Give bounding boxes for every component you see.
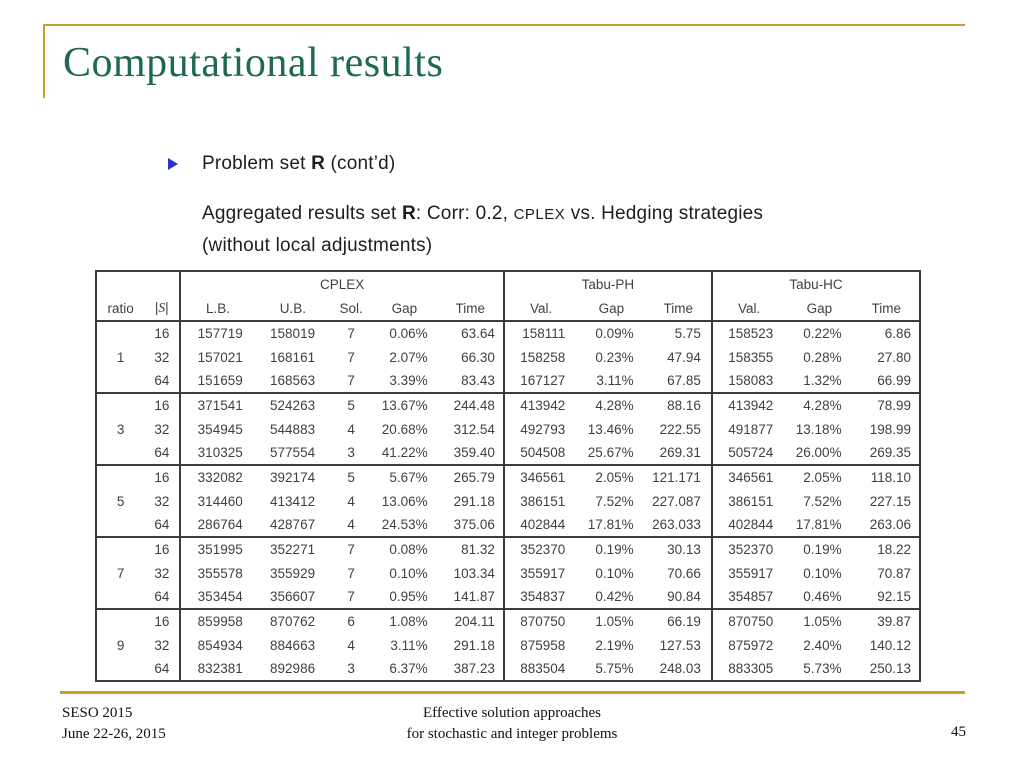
ratio-cell: 5 <box>96 465 144 537</box>
results-table-wrap <box>95 270 921 682</box>
value-cell: 354945 <box>197 421 243 437</box>
value-cell: 352370 <box>712 537 785 561</box>
value-cell: 870750 <box>504 609 577 633</box>
value-cell: 859958 <box>180 609 254 633</box>
value-cell: 32 <box>144 561 180 585</box>
value-cell: 158111 <box>522 326 566 341</box>
value-cell: 883305 <box>728 661 774 676</box>
value-cell: 39.87 <box>854 609 920 633</box>
value-cell: 291.18 <box>438 489 504 513</box>
value-cell: 244.48 <box>438 393 504 417</box>
footer-talk-title-line2: for stochastic and integer problems <box>406 726 618 742</box>
value-cell: 16 <box>144 321 180 345</box>
value-cell: 7.52% <box>803 493 842 509</box>
table-row <box>96 537 920 561</box>
value-cell: 286764 <box>197 517 243 532</box>
table-row <box>96 417 920 441</box>
value-cell: 64 <box>144 657 180 681</box>
value-cell: 66.99 <box>877 373 911 388</box>
value-cell: 310325 <box>197 445 243 460</box>
value-cell: 413942 <box>504 393 577 417</box>
value-cell: 352370 <box>504 537 577 561</box>
column-group-header-cplex: CPLEX <box>180 271 504 296</box>
value-cell: 428767 <box>270 517 316 532</box>
s-open: | <box>154 300 159 315</box>
page-title: Computational results <box>63 40 444 86</box>
value-cell: 0.23% <box>595 349 634 365</box>
value-cell: 3 <box>347 445 355 460</box>
value-cell: 875958 <box>520 637 566 653</box>
value-cell: 6 <box>331 609 371 633</box>
value-cell: 1.08% <box>371 609 437 633</box>
footer-divider <box>60 691 965 694</box>
value-cell: 0.09% <box>595 326 634 341</box>
table-row <box>96 321 920 345</box>
value-cell: 158019 <box>270 326 316 341</box>
value-cell: 83.43 <box>438 369 504 393</box>
value-cell: 151659 <box>197 373 243 388</box>
value-cell: 3.39% <box>389 373 428 388</box>
value-cell: 870750 <box>712 609 785 633</box>
value-cell: 0.06% <box>389 326 428 341</box>
value-cell: 491877 <box>728 421 774 437</box>
value-cell: 0.08% <box>371 537 437 561</box>
value-cell: 13.18% <box>795 421 842 437</box>
column-group-header-tabu-hc: Tabu-HC <box>789 276 843 292</box>
subtitle-part1: Aggregated results set <box>202 203 402 224</box>
value-cell: 5.67% <box>371 465 437 489</box>
value-cell: 7 <box>347 326 355 341</box>
value-cell: 3.11% <box>596 373 634 388</box>
value-cell: 353454 <box>197 589 243 604</box>
empty-header-cell <box>96 271 180 296</box>
table-row <box>96 393 920 417</box>
value-cell: 64 <box>144 513 180 537</box>
value-cell: 356607 <box>270 589 316 604</box>
value-cell: 92.15 <box>877 589 911 604</box>
value-cell: 1.32% <box>803 373 842 388</box>
table-row <box>96 441 920 465</box>
value-cell: 70.87 <box>877 565 911 581</box>
subtitle-smallcaps: CPLEX <box>513 206 566 223</box>
value-cell: 7 <box>347 565 355 581</box>
value-cell: 413412 <box>270 493 316 509</box>
value-cell: 78.99 <box>854 393 920 417</box>
s-close: | <box>165 300 169 315</box>
footer-talk-title-line1: Effective solution approaches <box>423 705 601 721</box>
column-header-val-ph: Val. <box>504 296 577 321</box>
table-row <box>96 489 920 513</box>
subtitle-part2: : Corr: 0.2, <box>415 203 514 224</box>
value-cell: 0.95% <box>389 589 428 604</box>
value-cell: 90.84 <box>646 585 712 609</box>
value-cell: 854934 <box>197 637 243 653</box>
value-cell: 66.30 <box>438 345 504 369</box>
value-cell: 64 <box>144 585 180 609</box>
value-cell: 577554 <box>270 445 316 460</box>
value-cell: 371541 <box>180 393 254 417</box>
value-cell: 158083 <box>728 373 774 388</box>
value-cell: 870762 <box>255 609 331 633</box>
value-cell: 5.73% <box>803 661 842 676</box>
value-cell: 0.19% <box>785 537 853 561</box>
value-cell: 25.67% <box>587 445 634 460</box>
column-header-time-cplex: Time <box>438 296 504 321</box>
value-cell: 4 <box>347 637 355 653</box>
value-cell: 4.28% <box>577 393 645 417</box>
value-cell: 16 <box>144 537 180 561</box>
value-cell: 402844 <box>520 517 566 532</box>
value-cell: 7 <box>347 349 355 365</box>
value-cell: 6.86 <box>884 326 911 341</box>
column-header-time-ph: Time <box>646 296 712 321</box>
value-cell: 103.34 <box>438 561 504 585</box>
value-cell: 505724 <box>728 445 774 460</box>
table-row <box>96 609 920 633</box>
value-cell: 17.81% <box>795 517 842 532</box>
value-cell: 6.37% <box>389 661 428 676</box>
footer-conference-name: SESO 2015 <box>62 705 133 721</box>
value-cell: 524263 <box>255 393 331 417</box>
value-cell: 386151 <box>728 493 774 509</box>
results-table-body <box>96 321 920 681</box>
value-cell: 64 <box>144 441 180 465</box>
value-cell: 0.10% <box>803 565 842 581</box>
value-cell: 32 <box>144 633 180 657</box>
bullet-text-suffix: (cont’d) <box>324 153 396 174</box>
value-cell: 227.15 <box>869 493 911 509</box>
value-cell: 346561 <box>712 465 785 489</box>
value-cell: 167127 <box>520 373 566 388</box>
value-cell: 1.05% <box>785 609 853 633</box>
ratio-cell: 9 <box>96 609 144 681</box>
column-group-header-tabu-ph: Tabu-PH <box>504 271 712 296</box>
value-cell: 375.06 <box>438 513 504 537</box>
value-cell: 157719 <box>197 326 243 341</box>
value-cell: 0.10% <box>389 565 428 581</box>
bullet-line <box>168 153 395 175</box>
value-cell: 204.11 <box>438 609 504 633</box>
value-cell: 63.64 <box>438 321 504 345</box>
column-header-ratio: ratio <box>96 296 144 321</box>
subtitle <box>202 198 902 261</box>
value-cell: 5 <box>331 393 371 417</box>
value-cell: 1.05% <box>577 609 645 633</box>
value-cell: 140.12 <box>869 637 911 653</box>
value-cell: 0.28% <box>803 349 842 365</box>
value-cell: 127.53 <box>646 633 712 657</box>
value-cell: 291.18 <box>438 633 504 657</box>
value-cell: 227.087 <box>646 489 712 513</box>
value-cell: 141.87 <box>438 585 504 609</box>
value-cell: 70.66 <box>646 561 712 585</box>
column-header-gap-ph: Gap <box>577 296 645 321</box>
value-cell: 352271 <box>255 537 331 561</box>
value-cell: 355578 <box>197 565 243 581</box>
value-cell: 312.54 <box>438 417 504 441</box>
value-cell: 16 <box>144 465 180 489</box>
value-cell: 7 <box>347 589 355 604</box>
table-row <box>96 657 920 681</box>
value-cell: 158523 <box>728 326 774 341</box>
value-cell: 3 <box>347 661 355 676</box>
value-cell: 7 <box>331 537 371 561</box>
value-cell: 332082 <box>180 465 254 489</box>
value-cell: 64 <box>144 369 180 393</box>
value-cell: 30.13 <box>646 537 712 561</box>
value-cell: 892986 <box>270 661 316 676</box>
column-header-val-hc: Val. <box>712 296 785 321</box>
value-cell: 5.75% <box>595 661 634 676</box>
value-cell: 883504 <box>520 661 566 676</box>
footer-conference-dates: June 22-26, 2015 <box>62 726 166 742</box>
value-cell: 354857 <box>728 589 774 604</box>
column-header-sol: Sol. <box>331 296 371 321</box>
s-letter: S <box>158 300 166 315</box>
value-cell: 2.19% <box>595 637 634 653</box>
ratio-cell: 1 <box>116 349 125 365</box>
value-cell: 158258 <box>520 349 566 365</box>
value-cell: 355917 <box>728 565 774 581</box>
value-cell: 248.03 <box>646 657 712 681</box>
value-cell: 355917 <box>520 565 566 581</box>
value-cell: 32 <box>144 345 180 369</box>
column-header-lb: L.B. <box>180 296 254 321</box>
value-cell: 41.22% <box>381 445 428 460</box>
subtitle-line1 <box>202 198 902 230</box>
value-cell: 26.00% <box>795 445 842 460</box>
value-cell: 269.35 <box>869 445 911 460</box>
value-cell: 387.23 <box>438 657 504 681</box>
table-row <box>96 561 920 585</box>
bullet-text <box>202 153 395 175</box>
value-cell: 492793 <box>520 421 566 437</box>
value-cell: 386151 <box>520 493 566 509</box>
value-cell: 4 <box>347 517 355 532</box>
column-header-gap-hc: Gap <box>785 296 853 321</box>
value-cell: 0.46% <box>803 589 842 604</box>
value-cell: 354837 <box>520 589 566 604</box>
value-cell: 66.19 <box>646 609 712 633</box>
column-header-scenarios <box>144 296 180 321</box>
value-cell: 7 <box>347 373 355 388</box>
value-cell: 413942 <box>712 393 785 417</box>
value-cell: 13.06% <box>381 493 428 509</box>
value-cell: 2.05% <box>785 465 853 489</box>
value-cell: 5.75 <box>646 321 712 345</box>
title-box <box>43 24 965 98</box>
value-cell: 314460 <box>197 493 243 509</box>
ratio-cell: 3 <box>96 393 144 465</box>
value-cell: 2.40% <box>803 637 842 653</box>
table-row <box>96 633 920 657</box>
value-cell: 265.79 <box>438 465 504 489</box>
value-cell: 0.19% <box>577 537 645 561</box>
value-cell: 16 <box>144 393 180 417</box>
bullet-triangle-icon <box>168 158 178 170</box>
column-header-time-hc: Time <box>854 296 920 321</box>
table-subheader-row <box>96 296 920 321</box>
value-cell: 27.80 <box>877 349 911 365</box>
value-cell: 198.99 <box>869 421 911 437</box>
value-cell: 392174 <box>255 465 331 489</box>
value-cell: 402844 <box>728 517 774 532</box>
value-cell: 158355 <box>728 349 774 365</box>
value-cell: 544883 <box>270 421 316 437</box>
value-cell: 81.32 <box>438 537 504 561</box>
value-cell: 32 <box>144 417 180 441</box>
ratio-cell: 7 <box>96 537 144 609</box>
value-cell: 32 <box>144 489 180 513</box>
subtitle-part3: vs. Hedging strategies <box>565 203 764 224</box>
bullet-text-prefix: Problem set <box>202 153 312 174</box>
value-cell: 4.28% <box>785 393 853 417</box>
value-cell: 168563 <box>270 373 316 388</box>
value-cell: 88.16 <box>646 393 712 417</box>
subtitle-line2: (without local adjustments) <box>202 235 433 256</box>
value-cell: 263.06 <box>869 517 911 532</box>
value-cell: 168161 <box>270 349 316 365</box>
value-cell: 4 <box>347 421 355 437</box>
subtitle-bold: R <box>402 203 416 224</box>
column-header-ub: U.B. <box>255 296 331 321</box>
value-cell: 24.53% <box>381 517 428 532</box>
value-cell: 20.68% <box>381 421 428 437</box>
value-cell: 269.31 <box>646 441 712 465</box>
value-cell: 5 <box>331 465 371 489</box>
value-cell: 3.11% <box>390 637 428 653</box>
value-cell: 67.85 <box>646 369 712 393</box>
value-cell: 0.42% <box>595 589 634 604</box>
column-header-gap-cplex: Gap <box>371 296 437 321</box>
value-cell: 351995 <box>180 537 254 561</box>
value-cell: 13.46% <box>587 421 634 437</box>
value-cell: 0.22% <box>803 326 842 341</box>
value-cell: 504508 <box>520 445 566 460</box>
value-cell: 4 <box>347 493 355 509</box>
bullet-text-bold: R <box>311 153 325 174</box>
table-row <box>96 345 920 369</box>
results-table <box>95 270 921 682</box>
value-cell: 47.94 <box>646 345 712 369</box>
table-row <box>96 465 920 489</box>
value-cell: 13.67% <box>371 393 437 417</box>
value-cell: 250.13 <box>869 661 911 676</box>
value-cell: 875972 <box>728 637 774 653</box>
page-number: 45 <box>951 724 966 740</box>
value-cell: 832381 <box>197 661 243 676</box>
value-cell: 157021 <box>197 349 243 365</box>
value-cell: 263.033 <box>646 513 712 537</box>
value-cell: 17.81% <box>587 517 634 532</box>
value-cell: 121.171 <box>646 465 712 489</box>
value-cell: 18.22 <box>854 537 920 561</box>
value-cell: 2.07% <box>389 349 428 365</box>
table-group-header-row <box>96 271 920 296</box>
table-row <box>96 585 920 609</box>
table-row <box>96 513 920 537</box>
value-cell: 118.10 <box>854 465 920 489</box>
value-cell: 355929 <box>270 565 316 581</box>
value-cell: 2.05% <box>577 465 645 489</box>
table-row <box>96 369 920 393</box>
value-cell: 16 <box>144 609 180 633</box>
value-cell: 884663 <box>270 637 316 653</box>
value-cell: 359.40 <box>438 441 504 465</box>
footer-talk-title <box>0 703 1024 745</box>
value-cell: 222.55 <box>646 417 712 441</box>
value-cell: 7.52% <box>595 493 634 509</box>
value-cell: 0.10% <box>595 565 634 581</box>
value-cell: 346561 <box>504 465 577 489</box>
